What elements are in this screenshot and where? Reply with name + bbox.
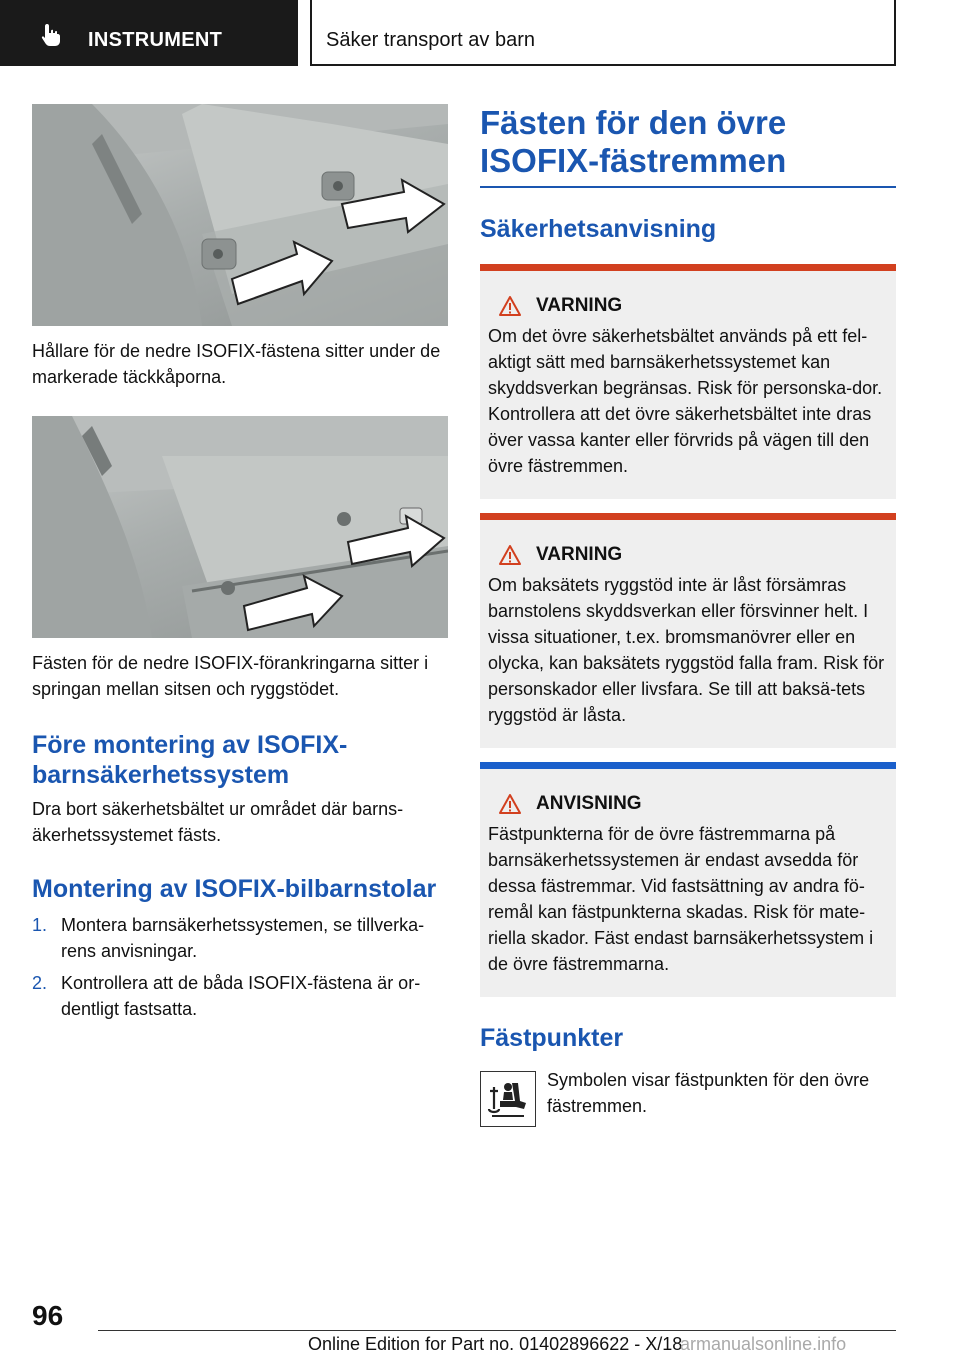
warning-triangle-icon [498, 295, 522, 317]
before-mounting-text: Dra bort säkerhetsbältet ur området där barns-äkerhetssystemet fästs. [32, 799, 404, 845]
list-item [32, 970, 448, 1022]
page-header [0, 0, 960, 66]
seat-gap-illustration [32, 416, 448, 638]
step-text: Kontrollera att de båda ISOFIX-fästena är or-dentligt fastsatta. [61, 973, 421, 1019]
heading-before-mounting: Före montering av ISOFIX-barnsäkerhetssystem [32, 731, 348, 789]
left-column [32, 104, 448, 1028]
list-item [32, 912, 448, 964]
footer-divider [98, 1330, 896, 1331]
seat-covers-illustration [32, 104, 448, 326]
step-number: 2. [32, 973, 48, 993]
chapter-tab [310, 0, 896, 66]
step-number: 1. [32, 915, 48, 935]
warning-text: Om det övre säkerhetsbältet används på ett fel-aktigt sätt med barnsäkerhetssystemet kan skyddsverkan begränsas. Risk för personska-dor. Kontrollera att det övre säkerhetsbältet inte dras över vassa kanter eller förvrids på vägen till den övre fästremmen. [488, 326, 883, 476]
photo-caption-2: Fästen för de nedre ISOFIX-förankringarna sitter i springan mellan sitsen och ryggstödet. [32, 653, 429, 699]
anchor-symbol-row [480, 1067, 896, 1127]
heading-anchor-points: Fästpunkter [480, 1024, 624, 1052]
anchor-symbol-text: Symbolen visar fästpunkten för den övre fästremmen. [547, 1070, 870, 1116]
hand-pointer-icon [38, 22, 64, 48]
right-column [480, 104, 896, 1127]
watermark: armanualsonline.info [680, 1334, 847, 1354]
warning-label: VARNING [536, 544, 623, 565]
page-title: Fästen för den övre ISOFIX-fästremmen [480, 104, 896, 188]
warning-box-2 [480, 513, 896, 748]
step-text: Montera barnsäkerhetssystemen, se tillverka-rens anvisningar. [61, 915, 425, 961]
notice-title [498, 793, 888, 815]
child-seat-anchor-icon [480, 1071, 536, 1127]
seat-photo-gap [32, 416, 448, 638]
chapter-title: Säker transport av barn [326, 29, 535, 51]
edition-text: Online Edition for Part no. 01402896622 - X/18 [308, 1334, 683, 1354]
section-title: INSTRUMENT [88, 29, 223, 51]
warning-text: Om baksätets ryggstöd inte är låst försämras barnstolens skyddsverkan eller försvinner helt. I vissa situationer, t.ex. bromsmanövrer eller en olycka, kan baksätets ryggstöd falla fram. Risk för personskador eller livsfara. Se till att baksä-tets ryggstöd är låsta. [488, 575, 885, 725]
notice-label: ANVISNING [536, 793, 642, 814]
warning-box-1 [480, 264, 896, 499]
notice-text: Fästpunkterna för de övre fästremmarna på barnsäkerhetssystemen är endast avsedda för dessa fästremmar. Vid fastsättning av andra fö-remål kan fästpunkterna skadas. Risk för mate-riella skador. Fäst endast barnsäkerhetssystem i de övre fästremmarna. [488, 824, 874, 974]
warning-label: VARNING [536, 295, 623, 316]
mounting-steps [32, 912, 448, 1022]
section-tab [0, 0, 298, 66]
page-number: 96 [32, 1300, 64, 1331]
seat-photo-covers [32, 104, 448, 326]
warning-title [498, 295, 888, 317]
heading-safety: Säkerhetsanvisning [480, 215, 717, 243]
notice-box [480, 762, 896, 997]
heading-mounting: Montering av ISOFIX-bilbarnstolar [32, 875, 437, 903]
warning-title [498, 544, 888, 566]
warning-triangle-icon [498, 544, 522, 566]
warning-triangle-icon [498, 793, 522, 815]
photo-caption-1: Hållare för de nedre ISOFIX-fästena sitter under de markerade täckkåporna. [32, 341, 441, 387]
